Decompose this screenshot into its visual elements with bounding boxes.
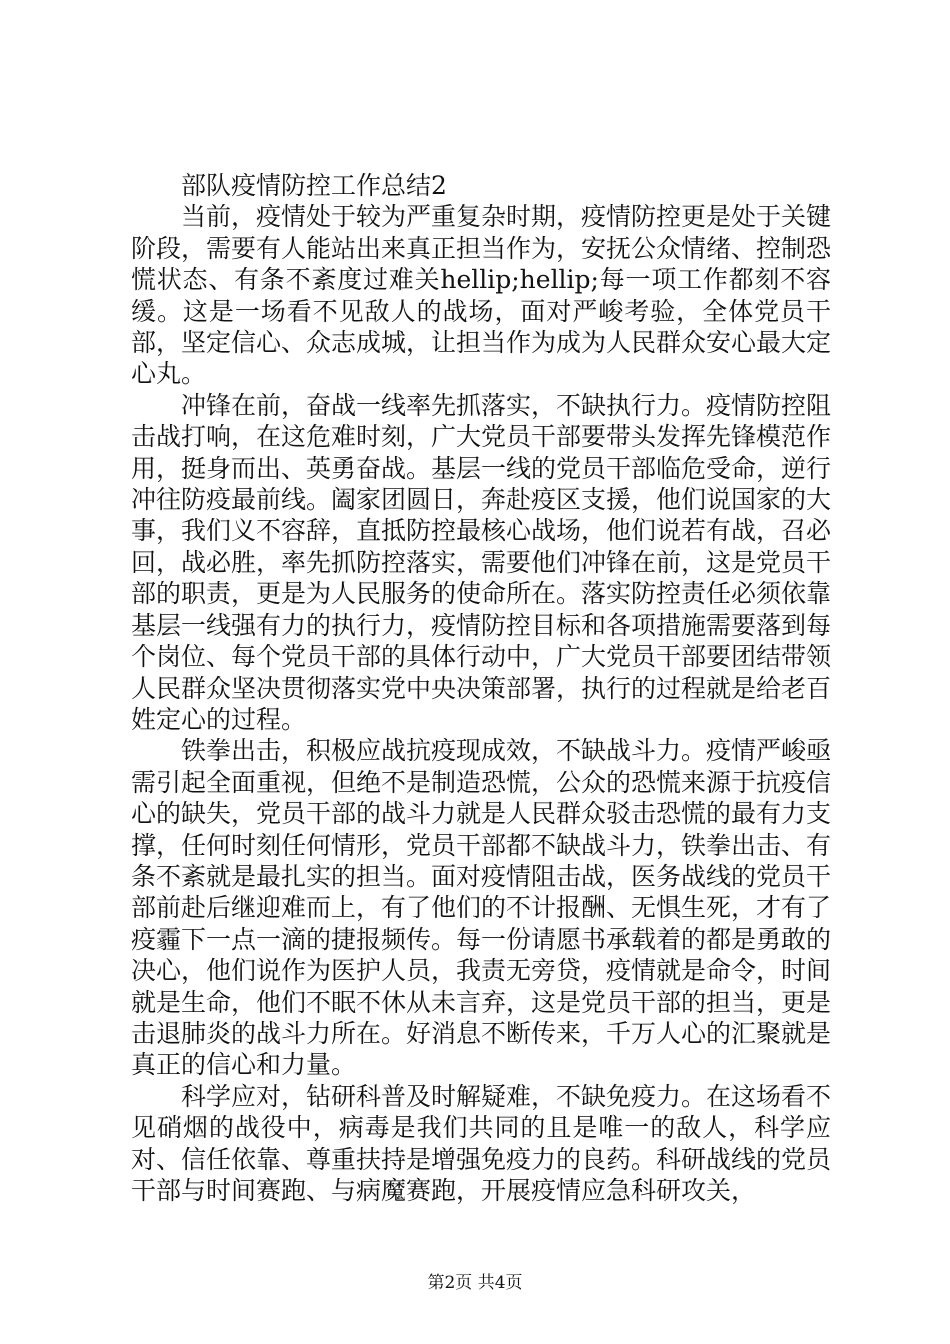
paragraph-3: 铁拳出击，积极应战抗疫现成效，不缺战斗力。疫情严峻亟需引起全面重视，但绝不是制造恐慌，公众的恐慌来源于抗疫信心的缺失，党员干部的战斗力就是人民群众驳击恐慌的最有力支撑，任何时刻任何情形，党员干部都不缺战斗力，铁拳出击、有条不紊就是最扎实的担当。面对疫情阻击战，医务战线的党员干部前赴后继迎难而上，有了他们的不计报酬、无惧生死，才有了疫霾下一点一滴的捷报频传。每一份请愿书承载着的都是勇敢的决心，他们说作为医护人员，我责无旁贷，疫情就是命令，时间就是生命，他们不眠不休从未言弃，这是党员干部的担当，更是击退肺炎的战斗力所在。好消息不断传来，千万人心的汇聚就是真正的信心和力量。 [131, 736, 832, 1080]
document-body [131, 170, 831, 1206]
paragraph-2: 冲锋在前，奋战一线率先抓落实，不缺执行力。疫情防控阻击战打响，在这危难时刻，广大党员干部要带头发挥先锋模范作用，挺身而出、英勇奋战。基层一线的党员干部临危受命，逆行冲往防疫最前线。阖家团圆日，奔赴疫区支援，他们说国家的大事，我们义不容辞，直抵防控最核心战场，他们说若有战，召必回，战必胜，率先抓防控落实，需要他们冲锋在前，这是党员干部的职责，更是为人民服务的使命所在。落实防控责任必须依靠基层一线强有力的执行力，疫情防控目标和各项措施需要落到每个岗位、每个党员干部的具体行动中，广大党员干部要团结带领人民群众坚决贯彻落实党中央决策部署，执行的过程就是给老百姓定心的过程。 [131, 390, 832, 734]
page-footer: 第2页 共4页 [427, 1273, 523, 1293]
paragraph-1: 当前，疫情处于较为严重复杂时期，疫情防控更是处于关键阶段，需要有人能站出来真正担当作为，安抚公众情绪、控制恐慌状态、有条不紊度过难关hellip;hellip;每一项工作都刻不容缓。这是一场看不见敌人的战场，面对严峻考验，全体党员干部，坚定信心、众志成城，让担当作为成为人民群众安心最大定心丸。 [131, 202, 832, 389]
document-title: 部队疫情防控工作总结2 [181, 171, 447, 200]
paragraph-4: 科学应对，钻研科普及时解疑难，不缺免疫力。在这场看不见硝烟的战役中，病毒是我们共同的且是唯一的敌人，科学应对、信任依靠、尊重扶持是增强免疫力的良药。科研战线的党员干部与时间赛跑、与病魔赛跑，开展疫情应急科研攻关， [131, 1081, 832, 1205]
